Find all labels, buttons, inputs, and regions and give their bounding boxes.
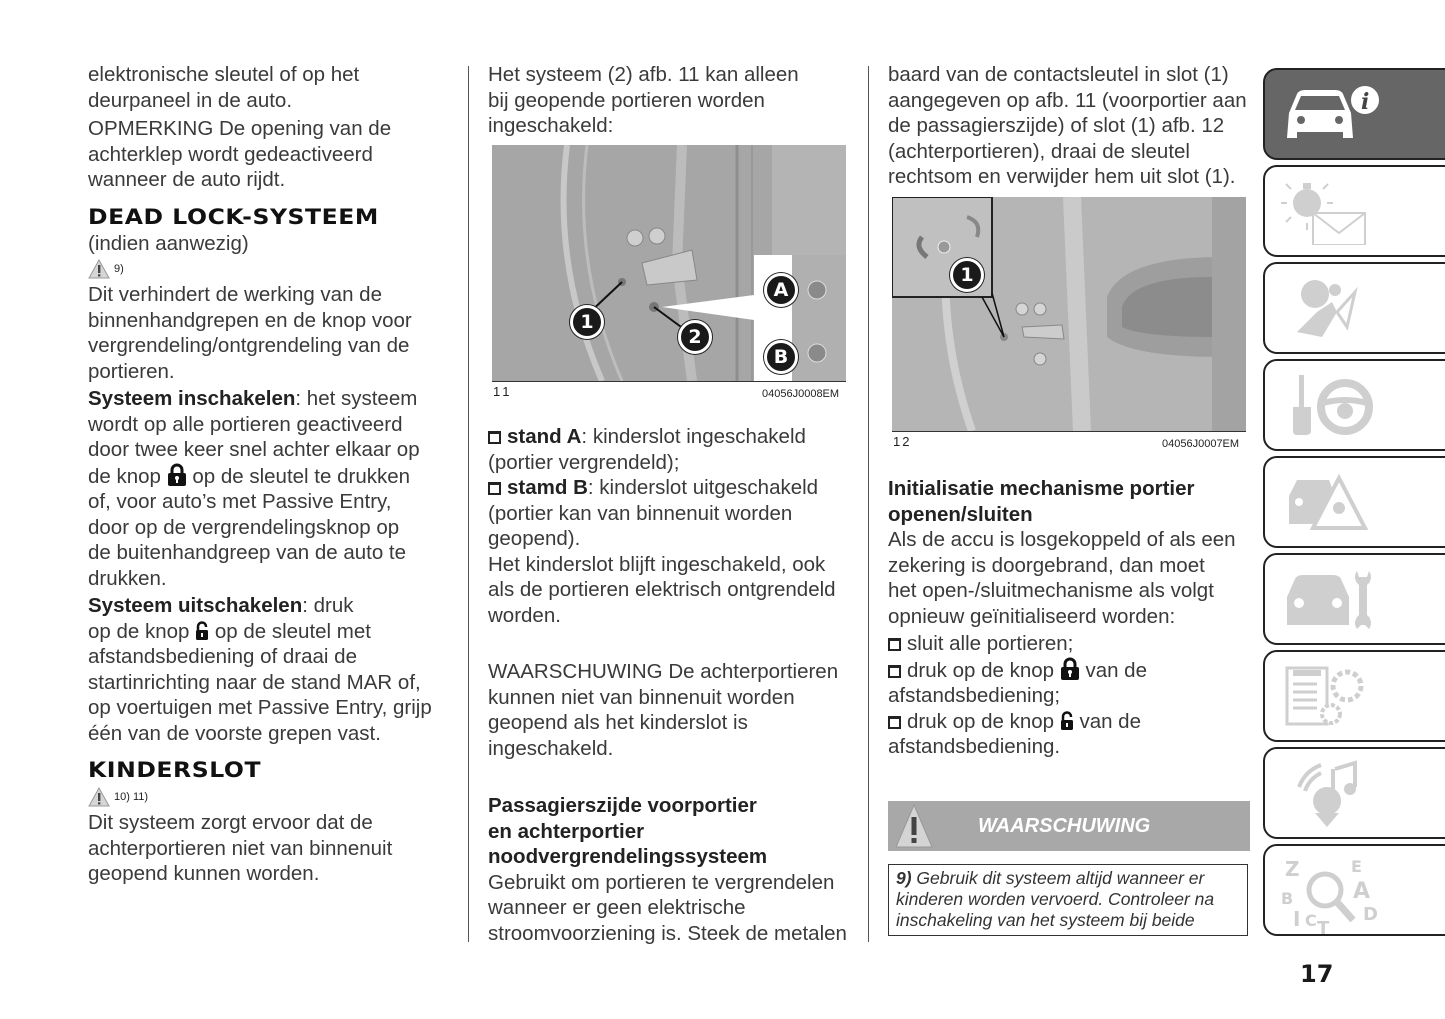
intro-line: elektronische sleutel of op het [88,63,360,86]
warning-title: WAARSCHUWING [978,814,1151,837]
enable-text: door twee keer snel achter elkaar op [88,438,420,461]
column-divider [468,66,469,942]
svg-text:T: T [1317,918,1330,934]
svg-text:Z: Z [1285,857,1300,881]
intro-line: Het systeem (2) afb. 11 kan alleen [488,63,799,86]
svg-text:D: D [1363,904,1378,925]
desc-line: portieren. [88,359,175,383]
enable-label: Systeem inschakelen [88,387,296,410]
disable-text: : druk [302,594,354,617]
tab-car-info[interactable] [1263,68,1445,160]
svg-text:I: I [1293,907,1301,931]
figure-rule [892,431,1246,432]
callout-1: 1 [950,258,984,292]
bullet-icon [488,431,501,444]
disable-text: op voertuigen met Passive Entry, grijp [88,696,432,719]
emergency-text: wanneer er geen elektrische [488,896,746,919]
intro-line: bij geopende portieren worden [488,88,765,112]
svg-text:E: E [1351,857,1362,876]
section-heading-init: openen/sluiten [888,502,1033,526]
init-text: zekering is doorgebrand, dan moet [888,553,1205,577]
intro-line: ingeschakeld: [488,114,614,137]
section-heading-init: Initialisatie mechanisme portier [888,477,1195,500]
callout-a: A [764,273,798,307]
car-warning-triangle-icon [1277,466,1387,536]
figure-code: 04056J0008EM [762,388,840,400]
warning-line: geopend als het kinderslot is [488,711,748,734]
column-2 [488,62,850,139]
figure-code: 04056J0007EM [1162,438,1240,450]
bullet-text: (portier kan van binnenuit worden [488,501,793,525]
enable-text: op de sleutel te drukken [192,464,411,488]
desc-line: achterportieren niet van binnenuit [88,836,393,860]
warning-triangle-icon [894,803,934,849]
figure-number: 11 [493,384,513,399]
step-text: van de [1085,658,1147,682]
enable-text: : het systeem [295,387,418,410]
airbag-seat-icon [1277,272,1387,342]
warning-reference [88,784,440,810]
step-text: afstandsbediening; [888,684,1061,707]
page-number: 17 [1300,960,1334,988]
step-text: druk op de knop [907,709,1055,733]
disable-text: één van de voorste grepen vast. [88,721,381,745]
remain-line: worden. [488,603,561,627]
figure-rule [492,381,846,382]
warning-line: ingeschakeld. [488,736,614,760]
enable-text: drukken. [88,566,167,590]
warning-line: kunnen niet van binnenuit worden [488,685,795,709]
section-subtitle: (indien aanwezig) [88,231,249,255]
bullet-text: : kinderslot ingeschakeld [581,425,806,448]
figure-11-child-lock [492,145,846,381]
warning-ref-number: 9) [114,263,124,275]
warning-ref-number: 10) 11) [114,791,149,803]
figure-12-emergency-lock [892,197,1246,431]
rear-door-illustration [892,197,1246,431]
bullet-icon [888,716,901,729]
svg-text:B: B [1281,889,1294,908]
light-message-icon [1277,175,1387,245]
warning-triangle-icon [88,787,110,807]
enable-text: de knop [88,464,161,488]
warning-note-text: kinderen worden vervoerd. Controleer na [896,889,1215,909]
step-text: afstandsbediening. [888,735,1061,758]
tab-multimedia[interactable] [1263,747,1445,839]
svg-text:i: i [1361,89,1370,115]
warning-note-text: Gebruik dit systeem altijd wanneer er [911,868,1205,888]
column-3-lower [888,476,1250,760]
intro-line: rechtsom en verwijder hem uit slot (1). [888,165,1236,188]
bullet-text: (portier vergrendeld); [488,450,680,474]
index-search-icon [1277,854,1387,934]
intro-line: deurpaneel in de auto. [88,88,293,112]
tab-technical-data[interactable] [1263,650,1445,742]
bullet-icon [888,638,901,651]
intro-line: baard van de contactsleutel in slot (1) [888,63,1229,86]
callout-1: 1 [570,305,604,339]
remain-line: Het kinderslot blijft ingeschakeld, ook [488,552,826,576]
intro-line: (achterportieren), draai de sleutel [888,139,1190,163]
section-heading-deadlock: DEAD LOCK-SYSTEEM [88,204,379,229]
column-divider [868,66,869,942]
note-line: OPMERKING De opening van de [88,117,392,140]
note-line: achterklep wordt gedeactiveerd [88,142,373,166]
disable-text: op de knop [88,619,190,643]
car-info-icon [1277,78,1387,148]
init-text: opnieuw geïnitialiseerd worden: [888,604,1176,628]
step-text: van de [1079,709,1141,733]
bullet-label: stamd B [507,476,588,499]
column-3 [888,62,1250,190]
warning-note-number: 9) [896,868,912,888]
multimedia-music-icon [1277,757,1387,827]
step-text: druk op de knop [907,658,1055,682]
svg-text:C: C [1305,911,1317,930]
bullet-label: stand A [507,425,582,448]
intro-line: aangegeven op afb. 11 (voorportier aan [888,88,1247,112]
callout-b: B [764,340,798,374]
section-heading-emergency: en achterportier [488,819,645,843]
section-heading-emergency: noodvergrendelingssysteem [488,845,768,868]
warning-note-text: inschakeling van het systeem bij beide [896,910,1195,930]
column-1 [88,62,440,887]
step-text: sluit alle portieren; [907,632,1074,655]
desc-line: vergrendeling/ontgrendeling van de [88,334,410,357]
tab-emergency[interactable] [1263,456,1445,548]
warning-note-box [888,864,1248,936]
remain-line: als de portieren elektrisch ontgrendeld [488,578,836,601]
column-2-lower [488,424,850,946]
disable-text: afstandsbediening of draai de [88,645,357,668]
tab-safety[interactable] [1263,262,1445,354]
svg-text:A: A [1353,879,1371,904]
tab-index[interactable] [1263,844,1445,936]
specs-gears-icon [1277,660,1387,730]
intro-line: de passagierszijde) of slot (1) afb. 12 [888,114,1225,137]
desc-line: Dit verhindert de werking van de [88,283,382,306]
disable-text: op de sleutel met [214,619,371,643]
enable-text: de buitenhandgreep van de auto te [88,541,407,564]
lock-open-icon [1060,711,1074,731]
bullet-text: geopend). [488,527,581,550]
key-steering-wheel-icon [1277,369,1387,439]
tab-maintenance[interactable] [1263,553,1445,645]
enable-text: door op de vergrendelingsknop op [88,515,400,539]
lock-closed-icon [167,463,187,487]
warning-banner [888,801,1250,851]
figure-number: 12 [893,434,912,449]
desc-line: binnenhandgrepen en de knop voor [88,308,412,332]
bullet-text: : kinderslot uitgeschakeld [587,476,819,499]
lock-closed-icon [1060,657,1080,681]
section-heading-emergency: Passagierszijde voorportier [488,794,757,817]
tab-starting-driving[interactable] [1263,359,1445,451]
enable-text: of, voor auto’s met Passive Entry, [88,490,392,513]
car-wrench-icon [1277,563,1387,633]
emergency-text: Gebruikt om portieren te vergrendelen [488,870,835,894]
init-text: Als de accu is losgekoppeld of als een [888,528,1236,551]
bullet-icon [488,482,501,495]
tab-lights-messages[interactable] [1263,165,1445,257]
warning-line: WAARSCHUWING De achterportieren [488,660,839,683]
disable-label: Systeem uitschakelen [88,594,303,617]
warning-reference [88,256,440,282]
warning-triangle-icon [88,259,110,279]
desc-line: Dit systeem zorgt ervoor dat de [88,811,373,834]
section-heading-kinderslot: KINDERSLOT [88,758,262,782]
callout-2: 2 [678,320,712,354]
lock-open-icon [195,621,209,641]
note-line: wanneer de auto rijdt. [88,168,286,191]
desc-line: geopend kunnen worden. [88,862,320,885]
init-text: het open-/sluitmechanisme als volgt [888,579,1214,602]
bullet-icon [888,665,901,678]
enable-text: wordt op alle portieren geactiveerd [88,412,403,436]
disable-text: startinrichting naar de stand MAR of, [88,670,421,694]
emergency-text: stroomvoorziening is. Steek de metalen [488,921,847,945]
